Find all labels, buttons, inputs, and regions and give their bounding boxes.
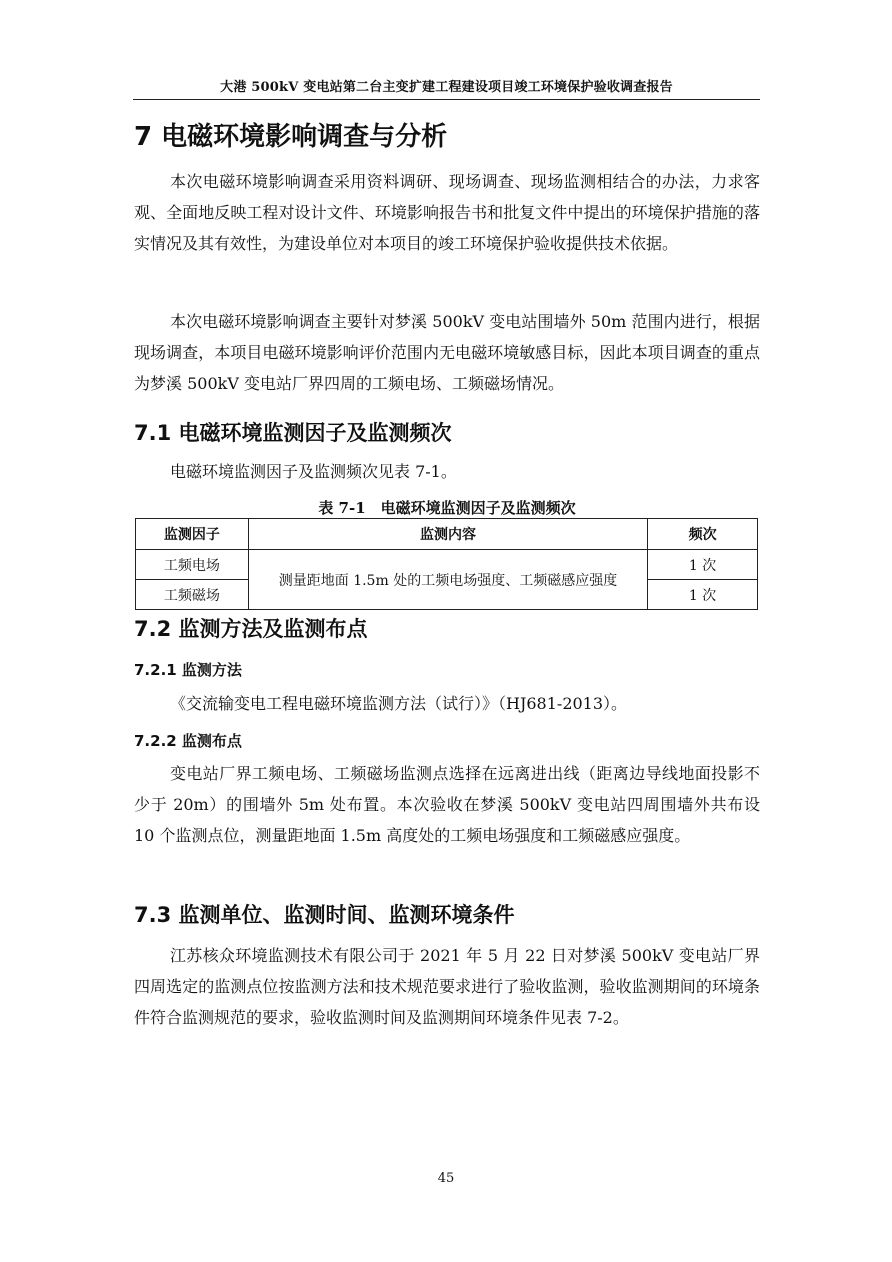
section-7-2-heading: 7.2 监测方法及监测布点 xyxy=(134,617,368,641)
page-number: 45 xyxy=(437,1171,455,1186)
section-7-2-1-paragraph: 《交流输变电工程电磁环境监测方法（试行）》（HJ681-2013）。 xyxy=(170,694,628,713)
section-7-1-paragraph: 电磁环境监测因子及监测频次见表 7-1。 xyxy=(170,462,457,481)
table-header-row xyxy=(136,519,758,550)
factor-cell: 工频电场 xyxy=(136,550,249,580)
table-row xyxy=(136,550,758,580)
section-7-2-2-heading: 7.2.2 监测布点 xyxy=(134,732,242,750)
factor-cell: 工频磁场 xyxy=(136,580,249,610)
section-7-paragraph-2: 本次电磁环境影响调查主要针对梦溪 500kV 变电站围墙外 50m 范围内进行，根据现场调查，本项目电磁环境影响评价范围内无电磁环境敏感目标，因此本项目调查的重点为梦溪 500kV 变电站厂界四周的工频电场、工频磁场情况。 xyxy=(134,312,760,393)
column-header-factor: 监测因子 xyxy=(136,519,249,550)
section-7-paragraph-1: 本次电磁环境影响调查采用资料调研、现场调查、现场监测相结合的办法，力求客观、全面地反映工程对设计文件、环境影响报告书和批复文件中提出的环境保护措施的落实情况及其有效性，为建设单位对本项目的竣工环境保护验收提供技术依据。 xyxy=(134,172,760,253)
section-7-3-paragraph: 江苏核众环境监测技术有限公司于 2021 年 5 月 22 日对梦溪 500kV 变电站厂界四周选定的监测点位按监测方法和技术规范要求进行了验收监测，验收监测期间的环境条件符合监测规范的要求，验收监测时间及监测期间环境条件见表 7-2。 xyxy=(134,946,760,1027)
section-7-3-heading: 7.3 监测单位、监测时间、监测环境条件 xyxy=(134,903,515,927)
header-divider xyxy=(133,99,760,100)
section-7-1-heading: 7.1 电磁环境监测因子及监测频次 xyxy=(134,421,452,445)
section-7-heading: 7 电磁环境影响调查与分析 xyxy=(134,122,448,152)
section-7-2-2-paragraph: 变电站厂界工频电场、工频磁场监测点选择在远离进出线（距离边导线地面投影不少于 20m）的围墙外 5m 处布置。本次验收在梦溪 500kV 变电站四周围墙外共布设 10 个监测点位，测量距地面 1.5m 高度处的工频电场强度和工频磁感应强度。 xyxy=(134,764,760,845)
frequency-cell: 1 次 xyxy=(648,580,758,610)
column-header-frequency: 频次 xyxy=(648,519,758,550)
section-7-2-1-heading: 7.2.1 监测方法 xyxy=(134,661,242,679)
frequency-cell: 1 次 xyxy=(648,550,758,580)
table-7-1 xyxy=(135,518,758,610)
content-cell: 测量距地面 1.5m 处的工频电场强度、工频磁感应强度 xyxy=(248,550,647,610)
running-header: 大港 500kV 变电站第二台主变扩建工程建设项目竣工环境保护验收调查报告 xyxy=(220,80,673,95)
column-header-content: 监测内容 xyxy=(248,519,647,550)
table-7-1-caption: 表 7-1 电磁环境监测因子及监测频次 xyxy=(318,499,576,517)
